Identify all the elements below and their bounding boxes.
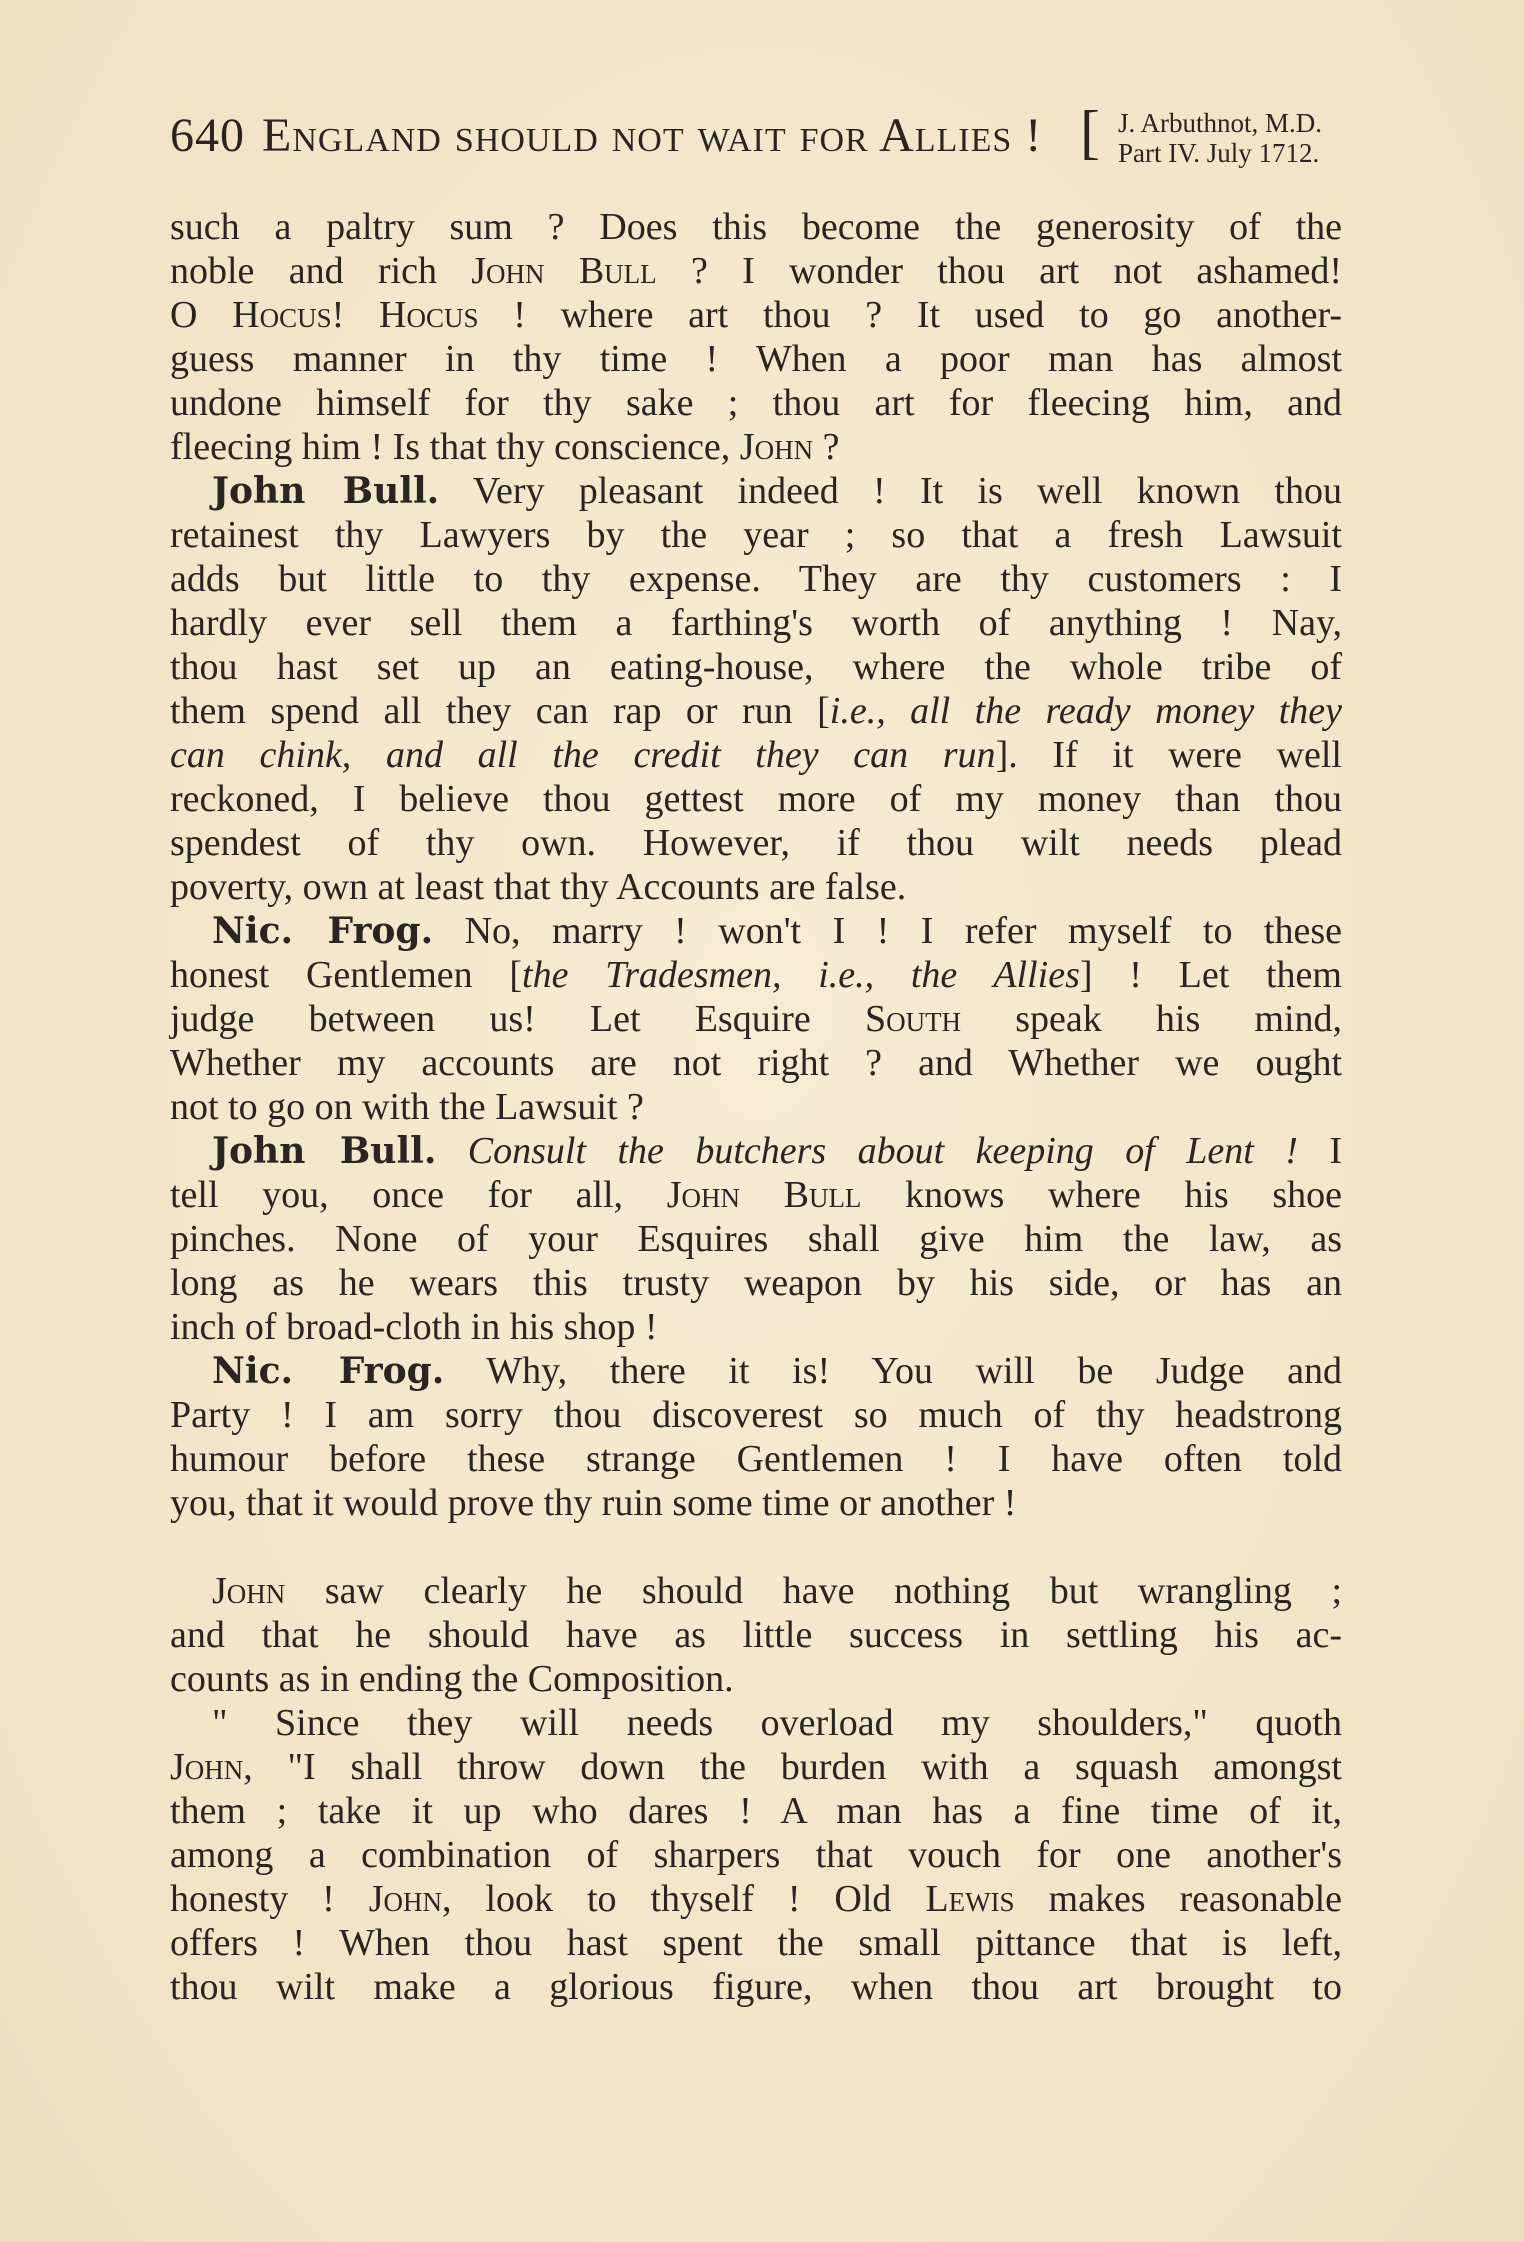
text-line bbox=[170, 1129, 1342, 1173]
attribution-date: July 1712. bbox=[1206, 138, 1320, 168]
line-text: Why, there it is! You will be Judge and bbox=[444, 1350, 1342, 1392]
line-text: No, marry ! won't I ! I refer myself to these bbox=[433, 910, 1342, 952]
name-smallcaps: John bbox=[739, 426, 814, 468]
line-text: ]. If it were well bbox=[995, 734, 1342, 776]
name-smallcaps: John Bull bbox=[666, 1174, 862, 1216]
text-line bbox=[170, 1833, 1342, 1877]
line-text: among a combination of sharpers that vouch for one another's bbox=[170, 1834, 1342, 1876]
text-line bbox=[170, 469, 1342, 513]
line-text: Whether my accounts are not right ? and Whether we ought bbox=[170, 1042, 1342, 1084]
line-text: knows where his shoe bbox=[861, 1174, 1342, 1216]
text-line bbox=[170, 909, 1342, 953]
line-text: pinches. None of your Esquires shall give him the law, as bbox=[170, 1218, 1342, 1260]
line-text: undone himself for thy sake ; thou art for fleecing him, and bbox=[170, 382, 1342, 424]
line-text: saw clearly he should have nothing but wrangling ; bbox=[285, 1570, 1342, 1612]
text-line bbox=[170, 513, 1342, 557]
text-line bbox=[170, 205, 1342, 249]
line-text: ! bbox=[331, 294, 380, 336]
speaker-label: Nic. Frog. bbox=[212, 910, 434, 952]
text-line bbox=[170, 1789, 1342, 1833]
page-number: 640 bbox=[170, 109, 245, 162]
line-text: honest Gentlemen [ bbox=[170, 954, 523, 996]
text-line bbox=[170, 777, 1342, 821]
text-line bbox=[170, 1305, 1342, 1349]
line-text: hardly ever sell them a farthing's worth of anything ! Nay, bbox=[170, 602, 1342, 644]
attribution-author: J. Arbuthnot, M.D. bbox=[1118, 108, 1323, 138]
line-text: " Since they will needs overload my shoulders," quoth bbox=[212, 1702, 1342, 1744]
text-line bbox=[170, 1613, 1342, 1657]
italic-gloss: can chink, and all the credit they can run bbox=[170, 734, 996, 776]
line-text: thou hast set up an eating-house, where the whole tribe of bbox=[170, 646, 1342, 688]
text-line bbox=[170, 1877, 1342, 1921]
text-line bbox=[170, 1041, 1342, 1085]
text-line bbox=[170, 1393, 1342, 1437]
name-smallcaps: John bbox=[212, 1570, 286, 1612]
line-text: Very pleasant indeed ! It is well known thou bbox=[439, 470, 1342, 512]
line-text: spendest of thy own. However, if thou wilt needs plead bbox=[170, 822, 1342, 864]
text-line bbox=[170, 1745, 1342, 1789]
line-text: ! where art thou ? It used to go another- bbox=[478, 294, 1342, 336]
line-text: poverty, own at least that thy Accounts are false. bbox=[170, 866, 907, 908]
text-line bbox=[170, 557, 1342, 601]
text-line bbox=[170, 1921, 1342, 1965]
line-text: thou wilt make a glorious figure, when thou art brought to bbox=[170, 1966, 1342, 2008]
line-text: guess manner in thy time ! When a poor man has almost bbox=[170, 338, 1342, 380]
text-line bbox=[170, 1085, 1342, 1129]
text-line bbox=[170, 997, 1342, 1041]
text-line bbox=[170, 733, 1342, 777]
line-text: retainest thy Lawyers by the year ; so that a fresh Lawsuit bbox=[170, 514, 1342, 556]
line-text: tell you, once for all, bbox=[170, 1174, 667, 1216]
line-text: ] ! Let them bbox=[1079, 954, 1342, 996]
line-text: fleecing him ! Is that thy conscience, bbox=[170, 426, 740, 468]
line-text: offers ! When thou hast spent the small pittance that is left, bbox=[170, 1922, 1342, 1964]
line-text: noble and rich bbox=[170, 250, 472, 292]
line-text: counts as in ending the Composition. bbox=[170, 1658, 734, 1700]
paragraph-gap bbox=[170, 1525, 1342, 1569]
line-text: honesty ! bbox=[170, 1878, 369, 1920]
text-line bbox=[170, 425, 1342, 469]
text-line bbox=[170, 1569, 1342, 1613]
text-line bbox=[170, 1701, 1342, 1745]
text-line bbox=[170, 645, 1342, 689]
line-text: reckoned, I believe thou gettest more of my money than thou bbox=[170, 778, 1342, 820]
line-text: makes reasonable bbox=[1014, 1878, 1342, 1920]
line-text: them spend all they can rap or run [ bbox=[170, 690, 830, 732]
line-text: Party ! I am sorry thou discoverest so much of thy headstrong bbox=[170, 1394, 1342, 1436]
italic-gloss: Consult the butchers about keeping of Lent ! bbox=[436, 1130, 1298, 1172]
text-line bbox=[170, 1217, 1342, 1261]
attribution-part-date bbox=[1118, 138, 1319, 169]
line-text: and that he should have as little success in settling his ac- bbox=[170, 1614, 1342, 1656]
line-text: ? I wonder thou art not ashamed! bbox=[656, 250, 1342, 292]
text-line bbox=[170, 337, 1342, 381]
text-line bbox=[170, 1481, 1342, 1525]
name-smallcaps: South bbox=[864, 998, 962, 1040]
name-smallcaps: John Bull bbox=[471, 250, 657, 292]
name-smallcaps: Hocus bbox=[379, 294, 479, 336]
line-text: ? bbox=[813, 426, 840, 468]
attribution-part: Part IV. bbox=[1118, 138, 1201, 168]
italic-gloss: the Tradesmen, i.e., the Allies bbox=[522, 954, 1080, 996]
name-smallcaps: John bbox=[368, 1878, 443, 1920]
line-text: , look to thyself ! Old bbox=[442, 1878, 926, 1920]
line-text: such a paltry sum ? Does this become the generosity of the bbox=[170, 206, 1342, 248]
speaker-label: John Bull. bbox=[212, 1130, 437, 1172]
running-header bbox=[170, 99, 1360, 172]
text-line bbox=[170, 1965, 1342, 2009]
name-smallcaps: John bbox=[170, 1746, 244, 1788]
attribution-bracket: [ bbox=[1080, 99, 1100, 165]
line-text: , "I shall throw down the burden with a squash amongst bbox=[243, 1746, 1342, 1788]
text-line bbox=[170, 381, 1342, 425]
name-smallcaps: Hocus bbox=[232, 294, 332, 336]
text-line bbox=[170, 1437, 1342, 1481]
line-text: long as he wears this trusty weapon by his side, or has an bbox=[170, 1262, 1342, 1304]
line-text: O bbox=[170, 294, 233, 336]
text-line bbox=[170, 1349, 1342, 1393]
name-smallcaps: Lewis bbox=[925, 1878, 1015, 1920]
line-text: speak his mind, bbox=[961, 998, 1342, 1040]
text-line bbox=[170, 953, 1342, 997]
text-line bbox=[170, 1173, 1342, 1217]
line-text: judge between us! Let Esquire bbox=[170, 998, 865, 1040]
line-text: not to go on with the Lawsuit ? bbox=[170, 1086, 644, 1128]
speaker-label: Nic. Frog. bbox=[212, 1350, 445, 1392]
text-line bbox=[170, 865, 1342, 909]
italic-gloss: i.e., all the ready money they bbox=[829, 690, 1342, 732]
text-line bbox=[170, 601, 1342, 645]
line-text: you, that it would prove thy ruin some time or another ! bbox=[170, 1482, 1017, 1524]
body-text bbox=[170, 205, 1342, 2009]
line-text: inch of broad-cloth in his shop ! bbox=[170, 1306, 658, 1348]
text-line bbox=[170, 1261, 1342, 1305]
text-line bbox=[170, 821, 1342, 865]
line-text: adds but little to thy expense. They are thy customers : I bbox=[170, 558, 1342, 600]
text-line bbox=[170, 689, 1342, 733]
line-text: humour before these strange Gentlemen ! I have often told bbox=[170, 1438, 1342, 1480]
text-line bbox=[170, 1657, 1342, 1701]
speaker-label: John Bull. bbox=[212, 470, 440, 512]
text-line bbox=[170, 249, 1342, 293]
line-text: them ; take it up who dares ! A man has a fine time of it, bbox=[170, 1790, 1342, 1832]
line-text: I bbox=[1297, 1130, 1342, 1172]
text-line bbox=[170, 293, 1342, 337]
running-title: England should not wait for Allies ! bbox=[262, 109, 1043, 162]
